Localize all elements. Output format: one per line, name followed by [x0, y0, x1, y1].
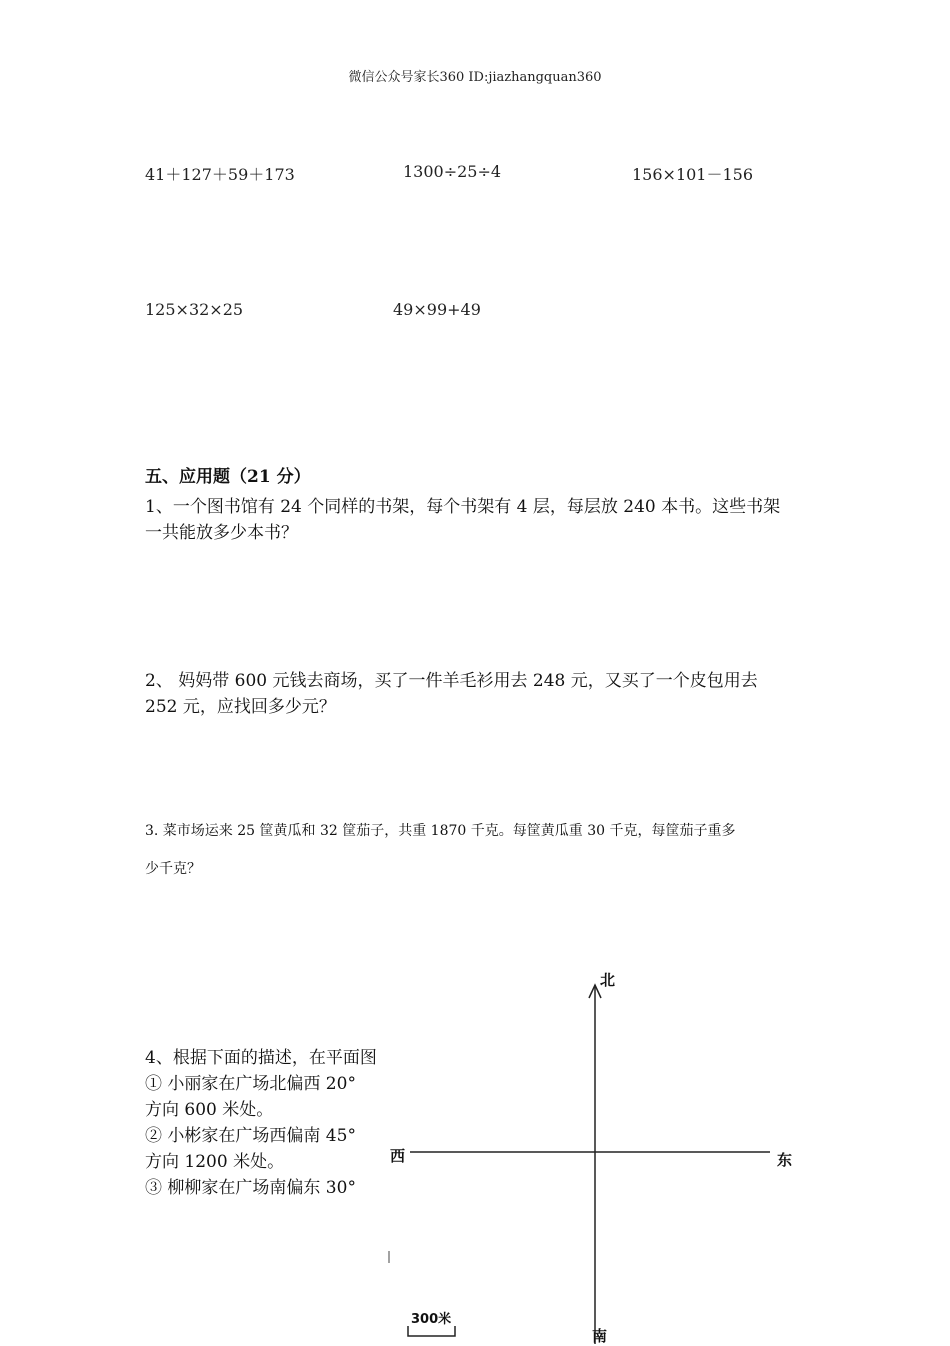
expression-1: 41＋127＋59＋173: [145, 165, 295, 184]
question-1-line-2: 一共能放多少本书？: [145, 523, 298, 543]
question-2-line-2: 252 元，应找回多少元？: [145, 697, 336, 717]
question-4-line-4: ② 小彬家在广场西偏南 45°: [145, 1126, 356, 1146]
north-label: 北: [600, 971, 616, 989]
east-label: 东: [777, 1151, 793, 1169]
question-2-line-1: 2、 妈妈带 600 元钱去商场，买了一件羊毛衫用去 248 元，又买了一个皮包用去: [145, 671, 758, 691]
question-4-line-3: 方向 600 米处。: [145, 1100, 274, 1120]
scale-bar: [408, 1326, 455, 1336]
question-4-line-1: 4、根据下面的描述，在平面图: [145, 1048, 377, 1068]
west-label: 西: [390, 1147, 406, 1165]
expression-2: 1300÷25÷4: [403, 162, 502, 181]
expression-3: 156×101－156: [632, 165, 754, 184]
question-4-line-5: 方向 1200 米处。: [145, 1152, 285, 1172]
question-3-line-2: 少千克？: [145, 861, 201, 877]
expression-4: 125×32×25: [145, 300, 244, 319]
expression-5: 49×99+49: [393, 300, 481, 319]
section-title: 五、应用题（21 分）: [145, 467, 311, 487]
south-label: 南: [592, 1327, 608, 1345]
scale-label: 300米: [411, 1312, 452, 1327]
question-4-line-2: ① 小丽家在广场北偏西 20°: [145, 1074, 356, 1094]
question-4-line-6: ③ 柳柳家在广场南偏东 30°: [145, 1178, 356, 1198]
question-3-line-1: 3. 菜市场运来 25 筐黄瓜和 32 筐茄子，共重 1870 千克。每筐黄瓜重 30 千克，每筐茄子重多: [145, 823, 736, 839]
question-1-line-1: 1、一个图书馆有 24 个同样的书架，每个书架有 4 层，每层放 240 本书。这些书架: [145, 497, 781, 517]
watermark-header: 微信公众号家长360 ID:jiazhangquan360: [348, 70, 602, 85]
